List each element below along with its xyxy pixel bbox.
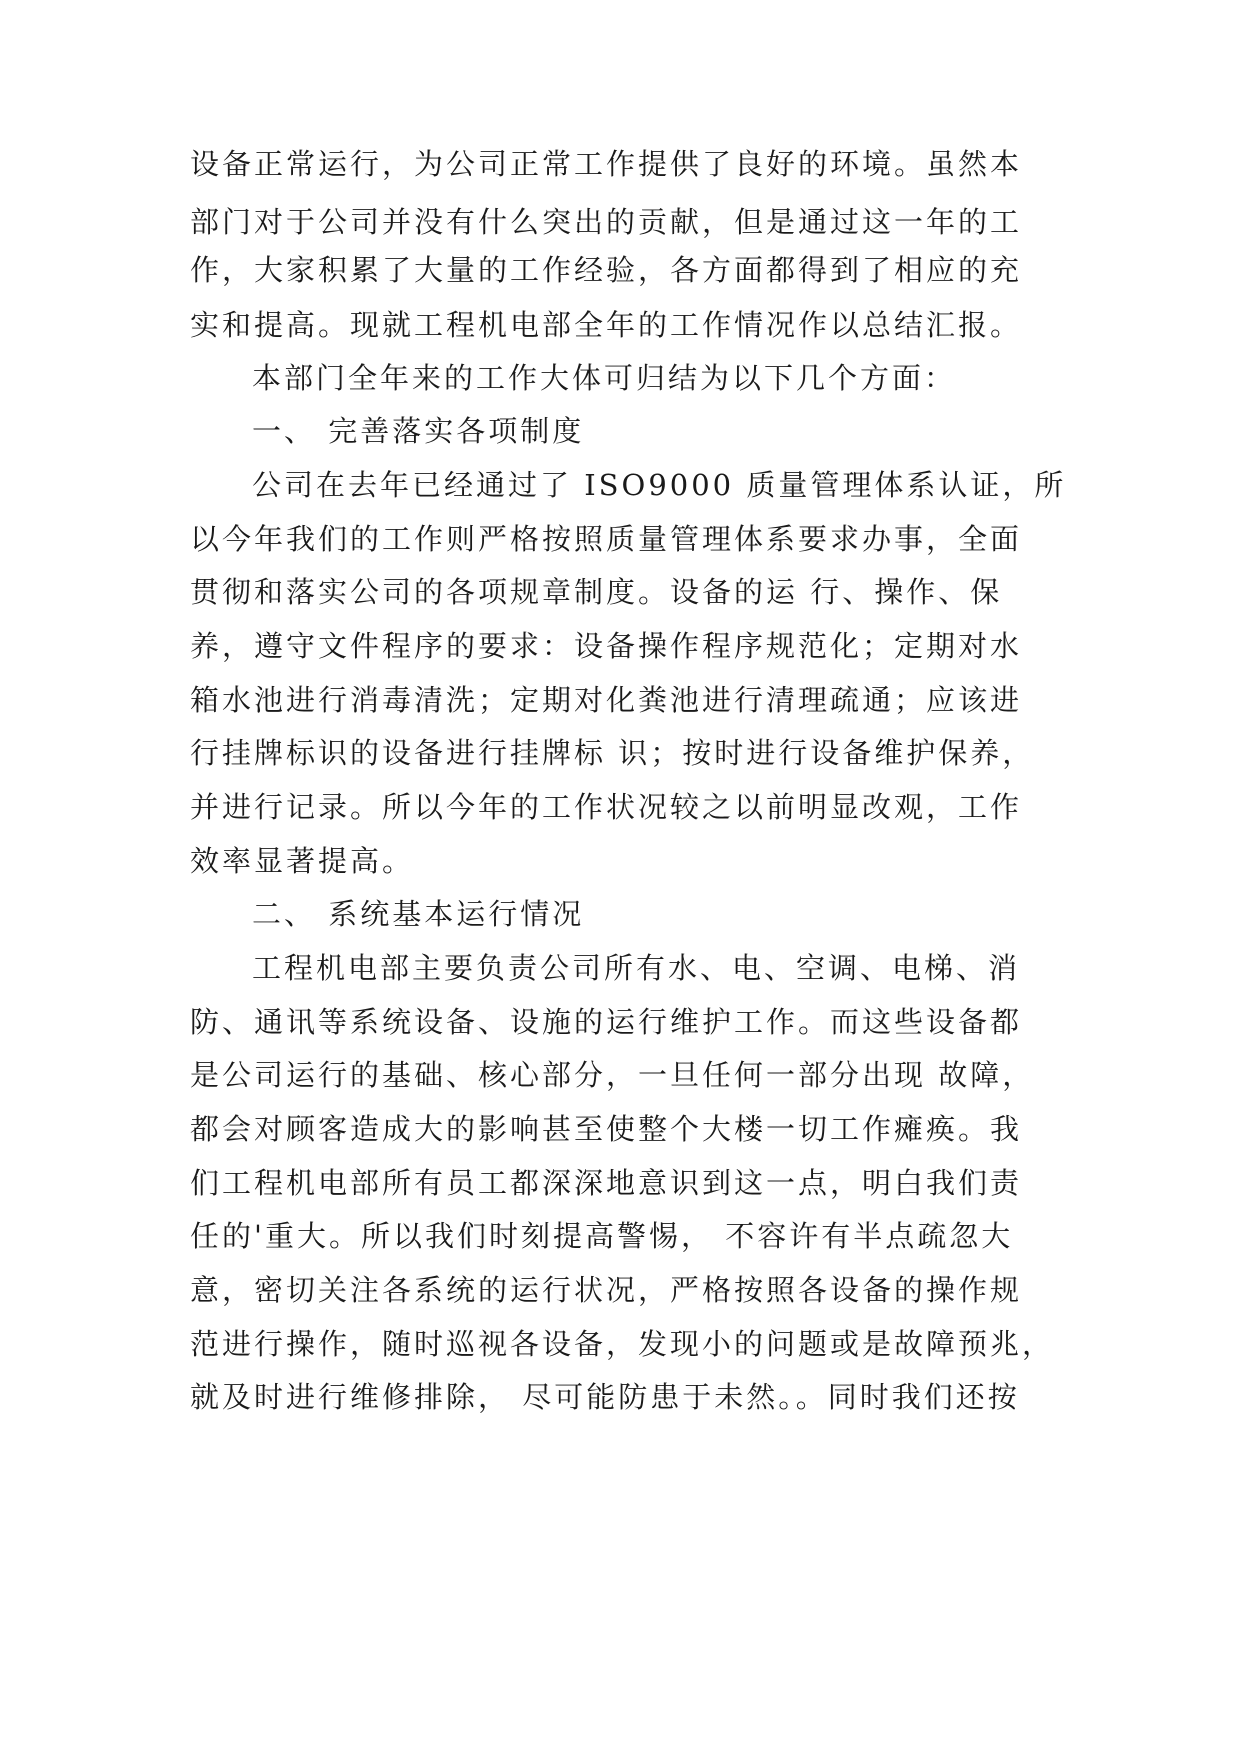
paragraph-line: 以今年我们的工作则严格按照质量管理体系要求办事，全面: [190, 522, 1023, 556]
paragraph-line: 们工程机电部所有员工都深深地意识到这一点，明白我们责: [190, 1166, 1023, 1200]
paragraph-line: 并进行记录。所以今年的工作状况较之以前明显改观，工作: [190, 790, 1023, 824]
paragraph-line: 养，遵守文件程序的要求：设备操作程序规范化；定期对水: [190, 629, 1023, 663]
paragraph-line: 范进行操作，随时巡视各设备，发现小的问题或是故障预兆，: [190, 1327, 1055, 1361]
paragraph-line: 任的'重大。所以我们时刻提高警惕， 不容许有半点疏忽大: [190, 1219, 1014, 1253]
paragraph-line: 行挂牌标识的设备进行挂牌标 识；按时进行设备维护保养，: [190, 736, 1035, 770]
paragraph-line: 贯彻和落实公司的各项规章制度。设备的运 行、操作、保: [190, 575, 1003, 609]
paragraph-line: 是公司运行的基础、核心部分，一旦任何一部分出现 故障，: [190, 1058, 1035, 1092]
section-heading: 二、 系统基本运行情况: [252, 897, 585, 931]
paragraph-line: 作，大家积累了大量的工作经验，各方面都得到了相应的充: [190, 253, 1023, 287]
paragraph-line: 部门对于公司并没有什么突出的贡献，但是通过这一年的工: [190, 205, 1023, 239]
paragraph-line: 本部门全年来的工作大体可归结为以下几个方面：: [252, 361, 957, 395]
paragraph-line: 工程机电部主要负责公司所有水、电、空调、电梯、消: [252, 951, 1021, 985]
paragraph-line: 都会对顾客造成大的影响甚至使整个大楼一切工作瘫痪。我: [190, 1112, 1023, 1146]
paragraph-line: 设备正常运行，为公司正常工作提供了良好的环境。虽然本: [190, 147, 1023, 181]
paragraph-line: 意，密切关注各系统的运行状况，严格按照各设备的操作规: [190, 1273, 1023, 1307]
paragraph-line: 防、通讯等系统设备、设施的运行维护工作。而这些设备都: [190, 1005, 1023, 1039]
paragraph-line: 就及时进行维修排除， 尽可能防患于未然。。同时我们还按: [190, 1380, 1020, 1414]
paragraph-line: 实和提高。现就工程机电部全年的工作情况作以总结汇报。: [190, 308, 1023, 342]
section-heading: 一、 完善落实各项制度: [252, 414, 585, 448]
paragraph-line: 效率显著提高。: [190, 844, 415, 878]
paragraph-line: 箱水池进行消毒清洗；定期对化粪池进行清理疏通；应该进: [190, 683, 1023, 717]
paragraph-line: 公司在去年已经通过了 ISO9000 质量管理体系认证，所: [252, 468, 1067, 502]
